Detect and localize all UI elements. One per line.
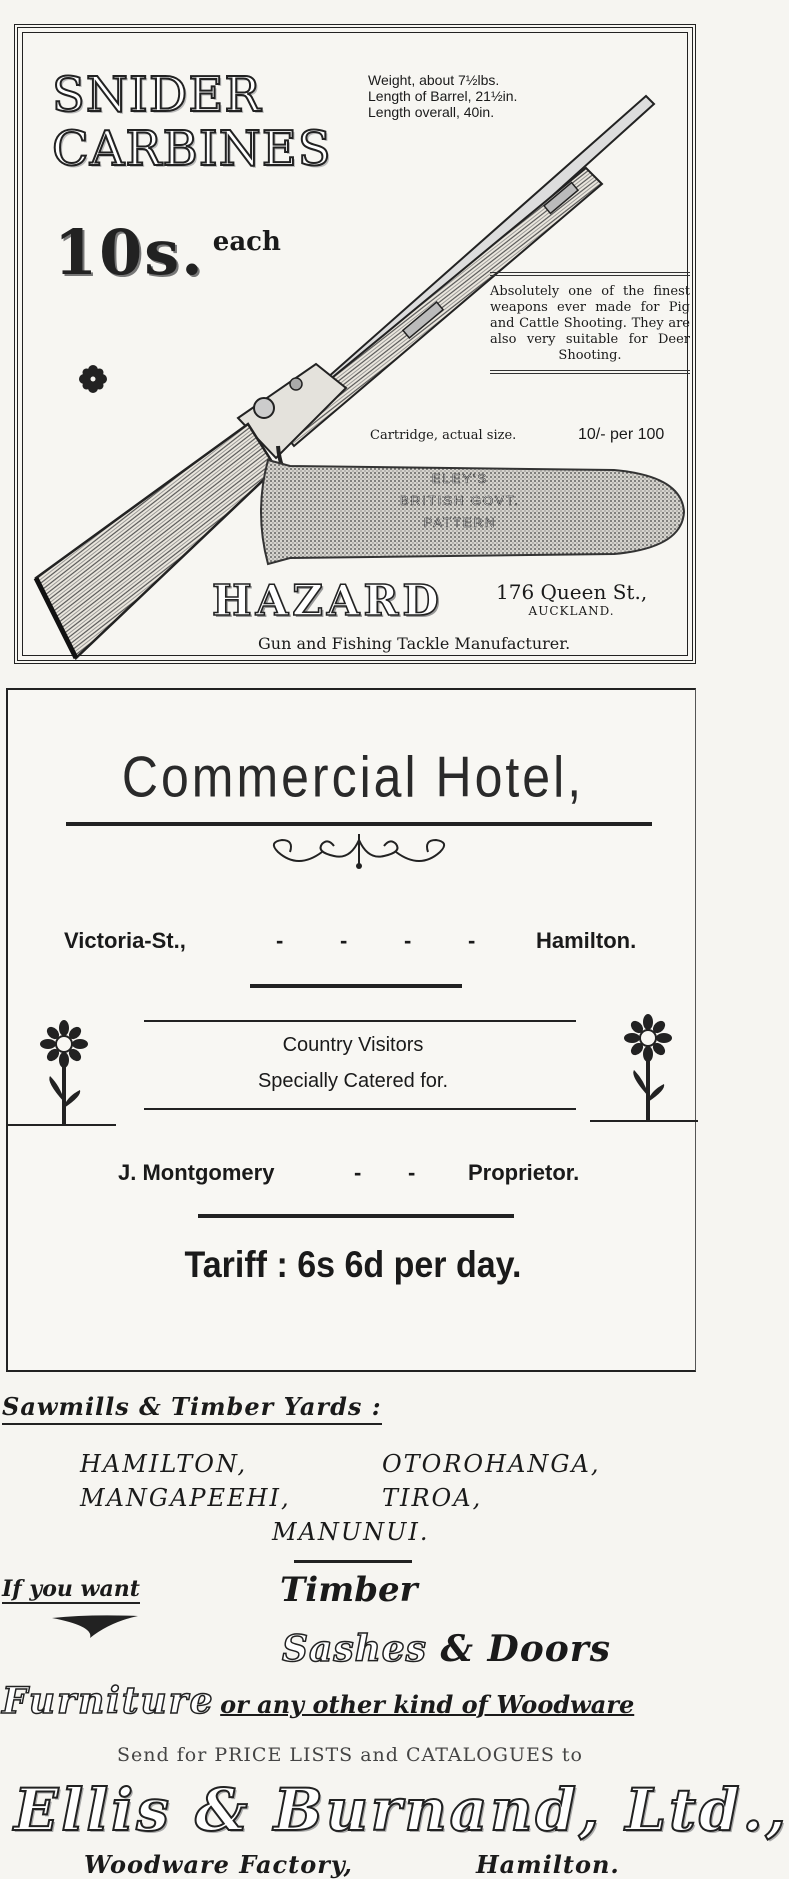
sashes-doors-label [282, 1628, 611, 1670]
want-line: If you want [2, 1576, 140, 1602]
divider [294, 1560, 412, 1563]
sunflower-icon [36, 1020, 92, 1128]
divider [198, 1214, 514, 1218]
divider [250, 984, 462, 988]
scroll-ornament-icon [264, 830, 454, 876]
timber-label: Timber [280, 1570, 418, 1610]
firm-name: HAZARD [212, 576, 443, 625]
price-amount: 10s. [54, 216, 205, 289]
headline-line-2: CARBINES [52, 121, 332, 177]
place-tiroa: TIROA, [382, 1484, 483, 1512]
price [54, 216, 281, 289]
send-for-catalogues: Send for PRICE LISTS and CATALOGUES to [117, 1744, 583, 1766]
woodware-phrase: or any other kind of Woodware [220, 1690, 635, 1719]
sunflower-icon [620, 1014, 676, 1122]
furniture-line [2, 1680, 634, 1722]
spec-list [368, 72, 517, 120]
spec-barrel: Length of Barrel, 21½in. [368, 88, 518, 104]
factory-city: Hamilton. [476, 1850, 620, 1879]
snider-carbines-ad [14, 24, 696, 664]
cartridge-price: 10/- per 100 [578, 426, 665, 443]
dash-leader: - [468, 928, 476, 953]
cartridge-label: Cartridge, actual size. [370, 428, 517, 443]
cartridge-stamp [300, 468, 620, 534]
visitors-line-1: Country Visitors [282, 1034, 424, 1056]
dash-leader: - [340, 928, 348, 953]
hotel-name: Commercial Hotel, [121, 744, 585, 810]
hotel-street: Victoria-St., [64, 928, 186, 953]
tariff: Tariff : 6s 6d per day. [184, 1244, 522, 1286]
place-hamilton: HAMILTON, [80, 1450, 248, 1478]
firm-name: Ellis & Burnand, Ltd., [14, 1776, 789, 1844]
factory-label: Woodware Factory, [84, 1850, 353, 1879]
furniture-word: Furniture [2, 1680, 215, 1722]
place-mangapeehi: MANGAPEEHI, [80, 1484, 291, 1512]
address-city: AUCKLAND. [528, 604, 615, 618]
firm-tagline: Gun and Fishing Tackle Manufacturer. [258, 634, 571, 653]
ellis-burnand-ad [0, 1384, 789, 1879]
divider [144, 1020, 576, 1022]
cartridge-stamp-line-1: ELEY'S [431, 471, 489, 486]
address-street: 176 Queen St., [496, 580, 648, 604]
spec-weight: Weight, about 7½lbs. [368, 72, 500, 88]
dash-leader: - [276, 928, 284, 953]
spec-overall: Length overall, 40in. [368, 104, 495, 120]
sashes-word: Sashes [282, 1628, 427, 1670]
divider [66, 822, 652, 826]
rosette-icon [78, 364, 108, 394]
place-otorohanga: OTOROHANGA, [382, 1450, 601, 1478]
price-unit: each [212, 227, 281, 257]
swash-ornament-icon [50, 1612, 140, 1642]
dash-leader: - [408, 1160, 416, 1185]
proprietor-label: Proprietor. [468, 1160, 580, 1185]
headline-line-1: SNIDER [52, 67, 262, 123]
ad-headline [52, 68, 332, 176]
dash-leader: - [354, 1160, 362, 1185]
hotel-town: Hamilton. [536, 928, 637, 953]
cartridge-stamp-line-2: BRITISH GOVT. [400, 493, 520, 508]
place-manunui: MANUNUI. [272, 1518, 430, 1546]
divider [144, 1108, 576, 1110]
commercial-hotel-ad [6, 688, 696, 1372]
sawmills-heading: Sawmills & Timber Yards : [2, 1392, 382, 1425]
proprietor-name: J. Montgomery [118, 1160, 275, 1185]
cartridge-stamp-line-3: PATTERN [423, 515, 497, 530]
visitors-line-2: Specially Catered for. [257, 1070, 449, 1092]
description-box: Absolutely one of the finest weapons ever made for Pig and Cattle Shooting. They are also very suitable for Deer Shooting. [490, 272, 690, 374]
doors-word: Doors [487, 1628, 612, 1670]
firm-address [496, 580, 647, 618]
ampersand: & [440, 1628, 474, 1670]
dash-leader: - [404, 928, 412, 953]
